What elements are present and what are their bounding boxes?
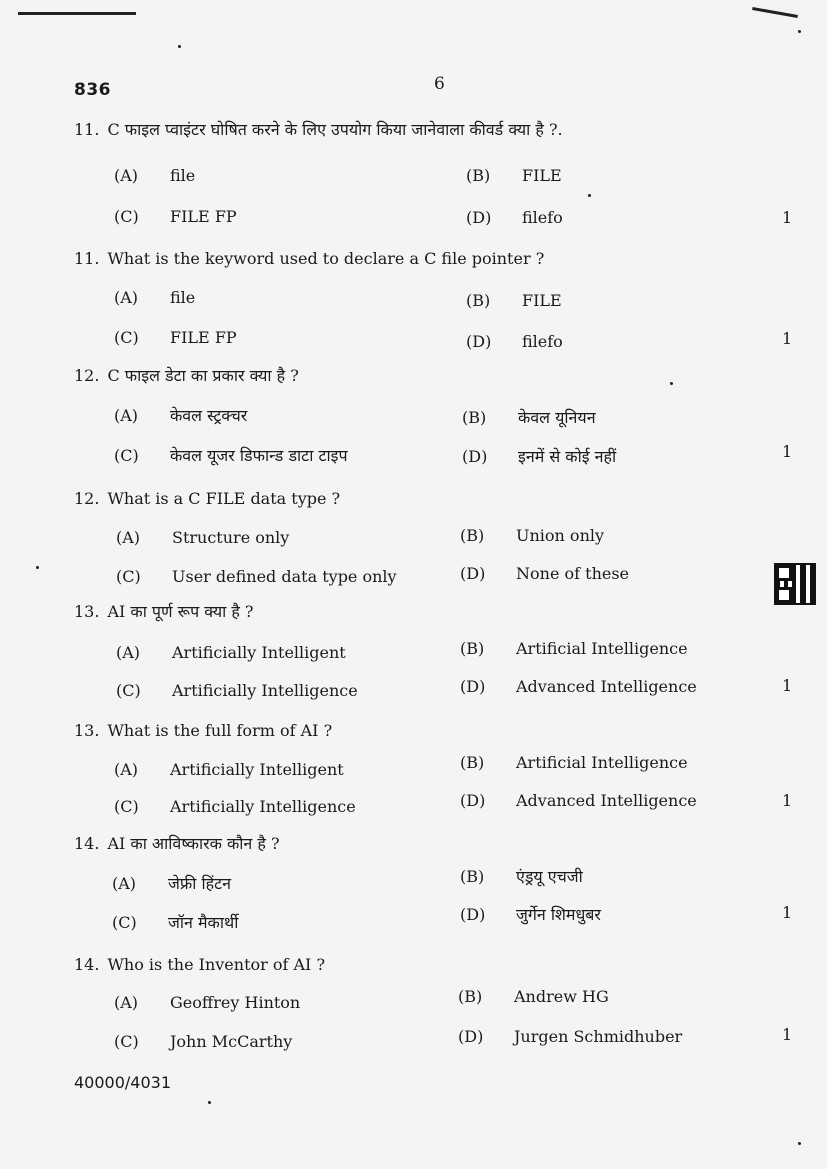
option-text: Advanced Intelligence <box>516 791 697 810</box>
option <box>114 760 344 780</box>
question-text: AI का आविष्कारक कौन है ? <box>107 834 280 853</box>
marks: 1 <box>782 903 793 922</box>
option-text: Union only <box>516 526 605 545</box>
scan-speck <box>588 194 591 197</box>
question-text: What is a C FILE data type ? <box>107 489 341 508</box>
option-letter: (B) <box>462 408 487 427</box>
option-letter: (D) <box>466 332 492 351</box>
question-stem <box>74 120 563 140</box>
option <box>466 208 563 228</box>
question-text: AI का पूर्ण रूप क्या है ? <box>107 602 254 621</box>
option <box>460 564 629 584</box>
option-letter: (D) <box>462 447 488 466</box>
paper-footer-code: 40000/4031 <box>74 1073 172 1092</box>
qr-code-icon <box>776 565 814 603</box>
question-number: 11. <box>74 249 100 268</box>
scan-speck <box>670 382 673 385</box>
marks: 1 <box>782 442 793 461</box>
option-text: केवल यूजर डिफान्ड डाटा टाइप <box>170 446 348 465</box>
option-text: Artificial Intelligence <box>516 753 688 772</box>
option <box>114 288 195 308</box>
scan-speck <box>798 30 801 33</box>
option-text: FILE FP <box>170 328 237 347</box>
option <box>466 291 562 311</box>
option <box>114 797 356 817</box>
option-letter: (C) <box>114 446 139 465</box>
option-letter: (D) <box>466 208 492 227</box>
option-text: Structure only <box>172 528 290 547</box>
option-text: FILE <box>522 291 562 310</box>
option <box>116 567 397 587</box>
option-text: Jurgen Schmidhuber <box>514 1027 683 1046</box>
option-letter: (A) <box>114 166 139 185</box>
option-text: Artificially Intelligence <box>170 797 356 816</box>
option <box>114 1032 292 1052</box>
question-number: 14. <box>74 834 100 853</box>
option-letter: (C) <box>116 567 141 586</box>
option <box>116 528 289 548</box>
question-stem <box>74 955 325 975</box>
option-letter: (A) <box>114 993 139 1012</box>
question-number: 13. <box>74 602 100 621</box>
option-text: Artificial Intelligence <box>516 639 688 658</box>
option-text: None of these <box>516 564 630 583</box>
option-letter: (B) <box>460 753 485 772</box>
option-text: file <box>170 166 196 185</box>
option-letter: (C) <box>114 328 139 347</box>
option-letter: (D) <box>460 791 486 810</box>
question-stem <box>74 602 254 622</box>
question-stem <box>74 489 340 509</box>
question-stem <box>74 834 280 854</box>
option <box>116 643 346 663</box>
option-letter: (B) <box>460 526 485 545</box>
option-letter: (C) <box>114 1032 139 1051</box>
question-text: C फाइल प्वाइंटर घोषित करने के लिए उपयोग किया जानेवाला कीवर्ड क्या है ?. <box>107 120 563 139</box>
option-text: filefo <box>522 332 563 351</box>
option <box>460 677 697 697</box>
option <box>114 993 300 1013</box>
option <box>112 913 238 933</box>
option <box>462 408 596 428</box>
option-text: Artificially Intelligent <box>170 760 344 779</box>
option-text: FILE <box>522 166 562 185</box>
scan-speck <box>208 1101 211 1104</box>
option <box>112 874 231 894</box>
question-text: C फाइल डेटा का प्रकार क्या है ? <box>107 366 299 385</box>
option-letter: (D) <box>460 677 486 696</box>
question-stem <box>74 249 544 269</box>
option <box>114 406 247 426</box>
page-number: 6 <box>434 74 445 94</box>
marks: 1 <box>782 329 793 348</box>
option-text: John McCarthy <box>170 1032 293 1051</box>
option <box>114 328 237 348</box>
marks: 1 <box>782 791 793 810</box>
option <box>114 446 348 466</box>
option-letter: (D) <box>460 564 486 583</box>
option-text: इनमें से कोई नहीं <box>518 447 617 466</box>
question-number: 11. <box>74 120 100 139</box>
option <box>462 447 616 467</box>
question-stem <box>74 366 299 386</box>
option <box>466 332 563 352</box>
option <box>114 166 195 186</box>
option <box>458 1027 682 1047</box>
question-number: 13. <box>74 721 100 740</box>
option-text: Andrew HG <box>514 987 609 1006</box>
option-letter: (A) <box>116 528 141 547</box>
option-letter: (C) <box>112 913 137 932</box>
question-number: 12. <box>74 489 100 508</box>
page-header <box>0 0 827 110</box>
marks: 1 <box>782 208 793 227</box>
option-text: जॉन मैकार्थी <box>168 913 239 932</box>
option <box>460 639 688 659</box>
option-text: FILE FP <box>170 207 237 226</box>
option-letter: (D) <box>458 1027 484 1046</box>
option <box>460 867 583 887</box>
question-text: What is the full form of AI ? <box>107 721 333 740</box>
option-letter: (B) <box>460 867 485 886</box>
option-letter: (D) <box>460 905 486 924</box>
option-letter: (A) <box>114 406 139 425</box>
option-text: जुर्गेन शिमधुबर <box>516 905 601 924</box>
option <box>460 526 604 546</box>
option-text: Artificially Intelligent <box>172 643 346 662</box>
option-letter: (C) <box>114 797 139 816</box>
scan-mark <box>752 7 798 18</box>
scan-speck <box>798 1142 801 1145</box>
option-letter: (C) <box>114 207 139 226</box>
option-letter: (A) <box>112 874 137 893</box>
option <box>458 987 609 1007</box>
option-letter: (B) <box>466 166 491 185</box>
paper-code: 836 <box>74 80 111 100</box>
question-number: 12. <box>74 366 100 385</box>
option-letter: (A) <box>114 288 139 307</box>
option <box>460 753 688 773</box>
option <box>460 905 601 925</box>
option <box>114 207 237 227</box>
marks: 1 <box>782 676 793 695</box>
option-letter: (B) <box>460 639 485 658</box>
option-text: एंड्रयू एचजी <box>516 867 583 886</box>
option-letter: (B) <box>466 291 491 310</box>
option-text: filefo <box>522 208 563 227</box>
marks: 1 <box>782 1025 793 1044</box>
option-letter: (B) <box>458 987 483 1006</box>
scan-mark <box>18 12 136 15</box>
option-text: केवल यूनियन <box>518 408 596 427</box>
option <box>460 791 697 811</box>
option-text: केवल स्ट्रक्चर <box>170 406 248 425</box>
question-stem <box>74 721 332 741</box>
option <box>466 166 562 186</box>
option-text: Geoffrey Hinton <box>170 993 301 1012</box>
option-text: file <box>170 288 196 307</box>
scan-speck <box>178 45 181 48</box>
option <box>116 681 358 701</box>
question-text: What is the keyword used to declare a C file pointer ? <box>107 249 545 268</box>
option-text: जेफ्री हिंटन <box>168 874 232 893</box>
option-letter: (A) <box>114 760 139 779</box>
option-text: Advanced Intelligence <box>516 677 697 696</box>
option-text: Artificially Intelligence <box>172 681 358 700</box>
question-text: Who is the Inventor of AI ? <box>107 955 326 974</box>
option-letter: (C) <box>116 681 141 700</box>
option-text: User defined data type only <box>172 567 397 586</box>
option-letter: (A) <box>116 643 141 662</box>
scan-speck <box>36 566 39 569</box>
question-number: 14. <box>74 955 100 974</box>
